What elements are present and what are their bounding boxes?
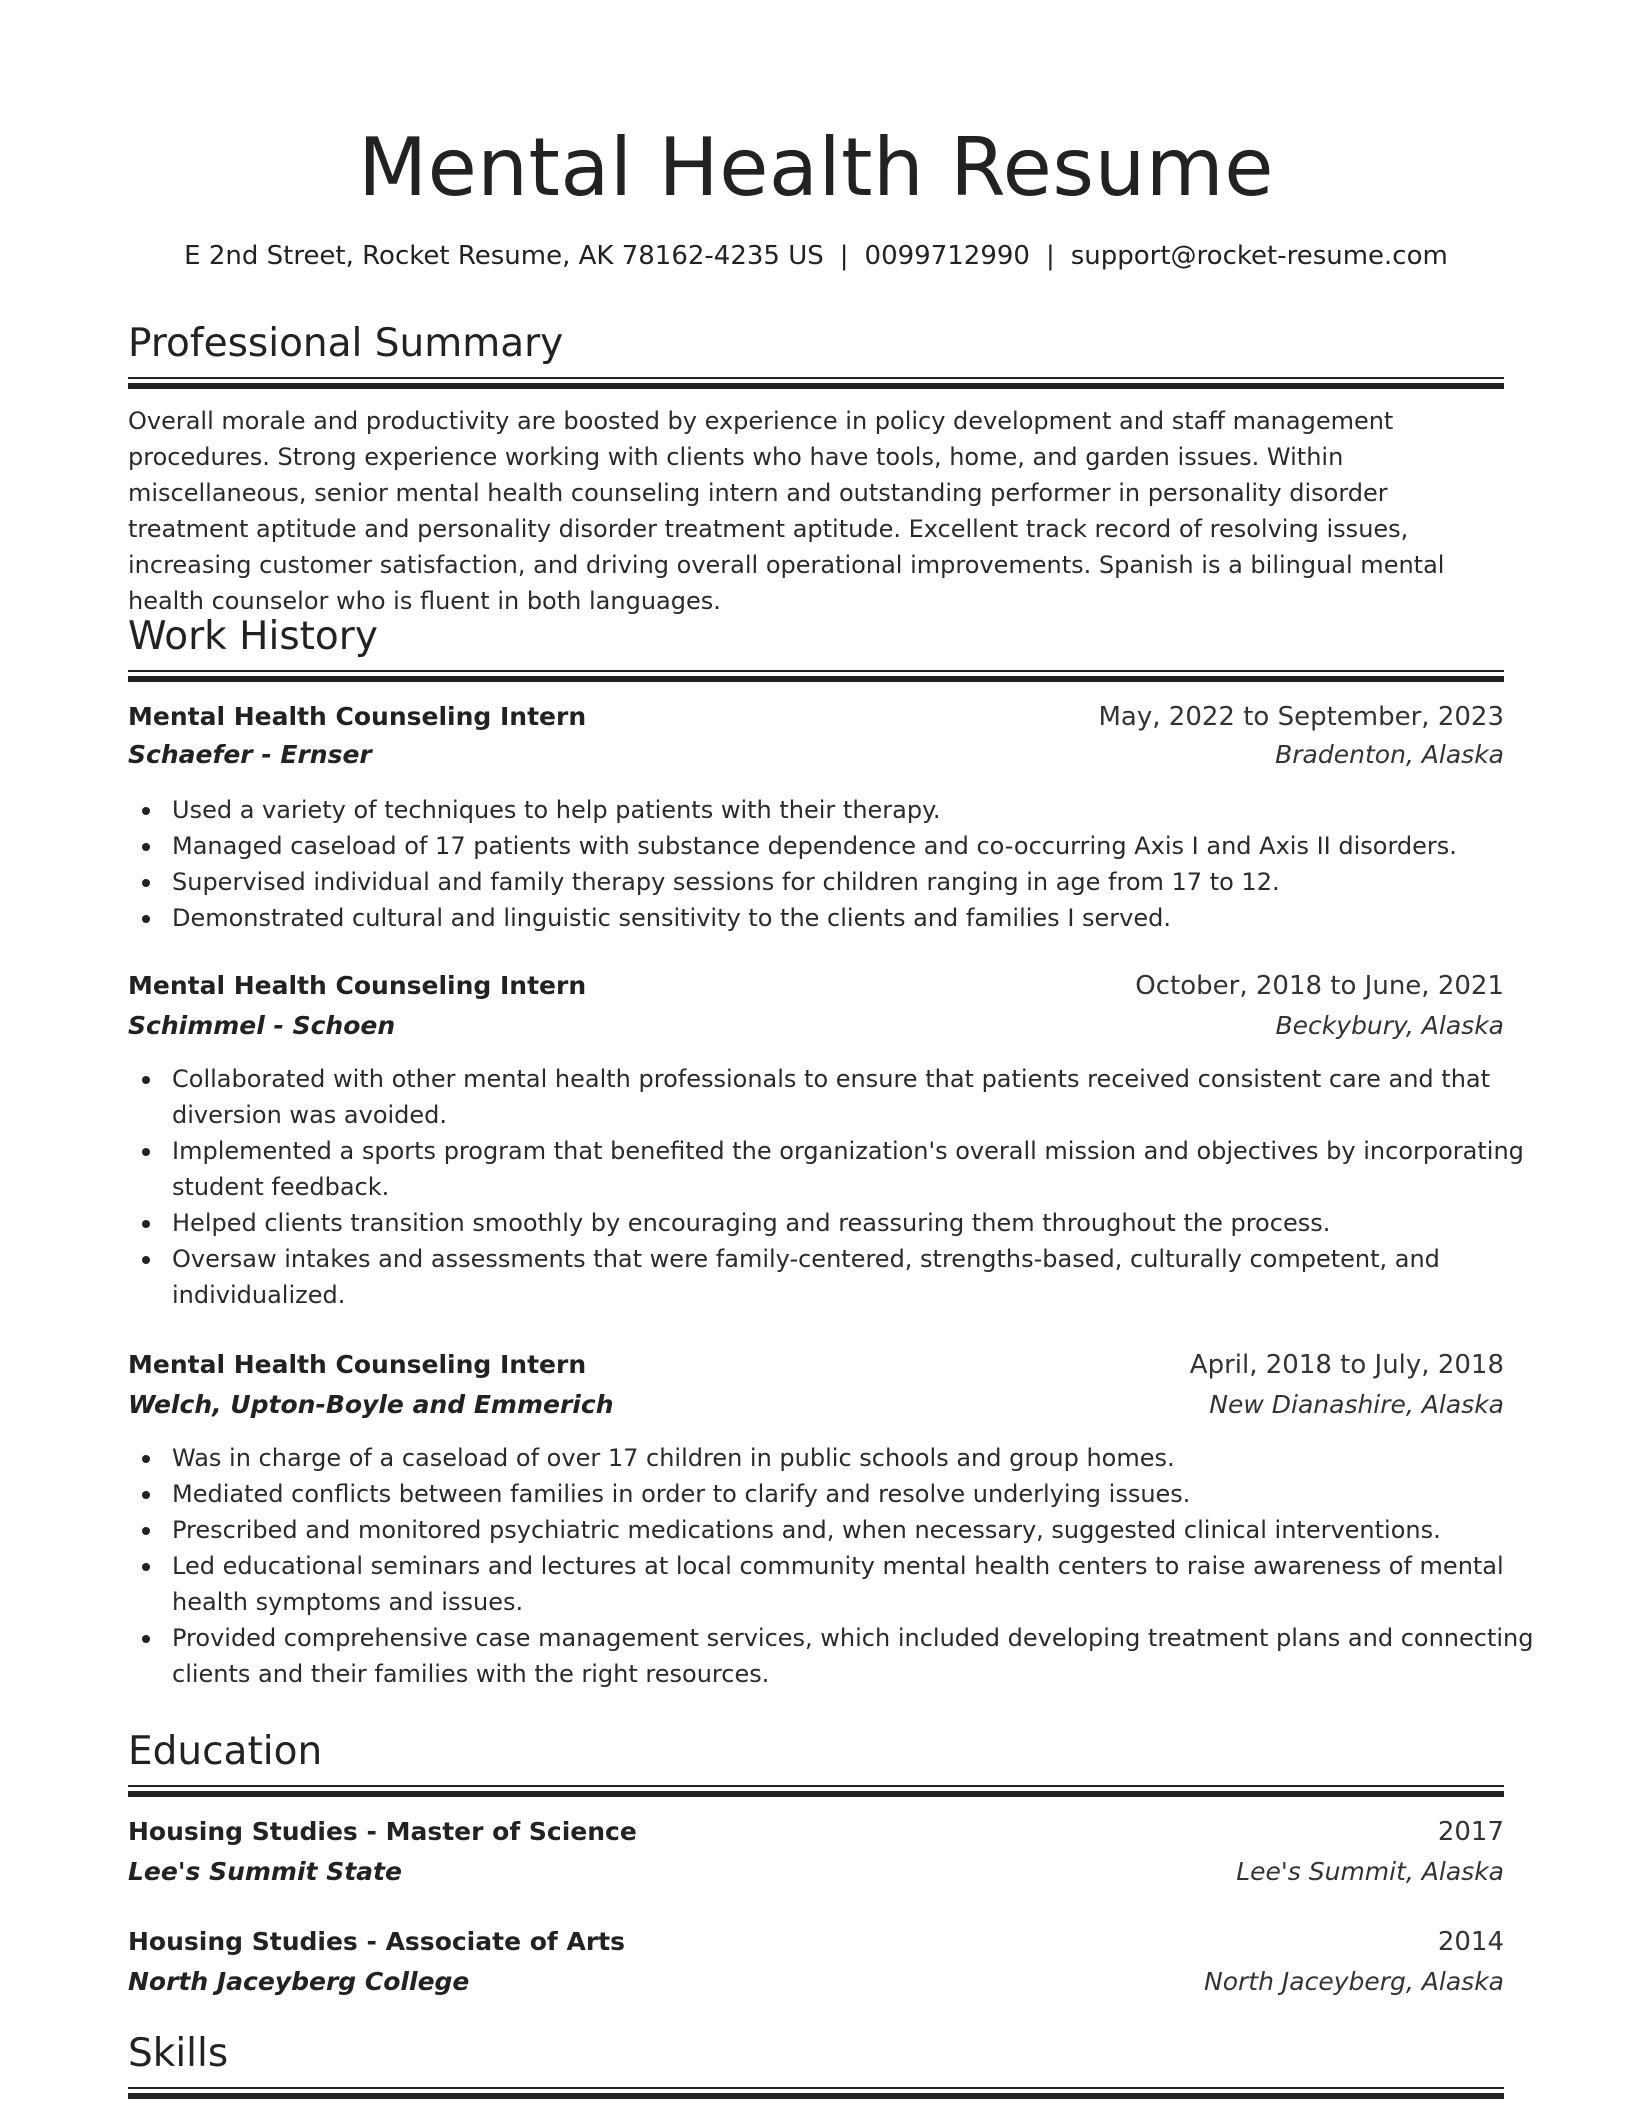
education-year: 2017 xyxy=(1437,1817,1504,1847)
list-item: Mediated conflicts between families in order to clarify and resolve underlying issues. xyxy=(172,1476,1548,1512)
section-divider xyxy=(128,2087,1504,2100)
job-dates: May, 2022 to September, 2023 xyxy=(1098,702,1504,732)
job-company: Welch, Upton-Boyle and Emmerich xyxy=(128,1390,614,1419)
education-header xyxy=(128,1922,1504,1962)
education-location: North Jaceyberg, Alaska xyxy=(1204,1967,1504,1996)
list-item: Implemented a sports program that benefited the organization's overall mission and objectives by incorporating student feedback. xyxy=(172,1133,1548,1205)
list-item: Demonstrated cultural and linguistic sensitivity to the clients and families I served. xyxy=(172,900,1548,936)
contact-email[interactable]: support@rocket-resume.com xyxy=(1070,241,1448,271)
job-dates: October, 2018 to June, 2021 xyxy=(1135,971,1504,1001)
section-title-skills: Skills xyxy=(128,2031,229,2076)
section-title-summary: Professional Summary xyxy=(128,321,564,366)
list-item: Helped clients transition smoothly by encouraging and reassuring them throughout the process. xyxy=(172,1205,1548,1241)
job-company: Schaefer - Ernser xyxy=(128,740,372,769)
section-divider xyxy=(128,1785,1504,1798)
job-role: Mental Health Counseling Intern xyxy=(128,1350,587,1379)
summary-text: Overall morale and productivity are boosted by experience in policy development and staff management procedures. Strong experience working with clients who have tools, home, and garden issues. Within miscellaneous, senior mental health counseling intern and outstanding performer in personality disorder treatment aptitude and personality disorder treatment aptitude. Excellent track record of resolving issues, increasing customer satisfaction, and driving overall operational improvements. Spanish is a bilingual mental health counselor who is fluent in both languages. xyxy=(128,407,1445,615)
list-item: Oversaw intakes and assessments that were family-centered, strengths-based, culturally competent, and individualized. xyxy=(172,1241,1548,1313)
job-subheader xyxy=(128,1385,1504,1425)
list-item: Prescribed and monitored psychiatric medications and, when necessary, suggested clinical interventions. xyxy=(172,1512,1548,1548)
job-location: New Dianashire, Alaska xyxy=(1209,1390,1504,1419)
education-header xyxy=(128,1812,1504,1852)
job-header xyxy=(128,697,1504,737)
education-subheader xyxy=(128,1962,1504,2002)
contact-separator: | xyxy=(839,241,849,271)
education-year: 2014 xyxy=(1437,1927,1504,1957)
job-bullets xyxy=(128,792,1548,936)
resume-title: Mental Health Resume xyxy=(358,121,1274,214)
job-role: Mental Health Counseling Intern xyxy=(128,702,587,731)
job-subheader xyxy=(128,1006,1504,1046)
list-item: Managed caseload of 17 patients with substance dependence and co-occurring Axis I and Axis II disorders. xyxy=(172,828,1548,864)
list-item: Led educational seminars and lectures at local community mental health centers to raise awareness of mental health symptoms and issues. xyxy=(172,1548,1548,1620)
job-company: Schimmel - Schoen xyxy=(128,1011,396,1040)
section-title-work-history: Work History xyxy=(128,614,378,659)
section-divider xyxy=(128,377,1504,390)
job-bullets xyxy=(128,1440,1548,1692)
contact-phone: 0099712990 xyxy=(864,241,1030,271)
education-degree: Housing Studies - Associate of Arts xyxy=(128,1927,625,1956)
contact-separator: | xyxy=(1045,241,1055,271)
education-subheader xyxy=(128,1852,1504,1892)
job-header xyxy=(128,966,1504,1006)
job-subheader xyxy=(128,735,1504,775)
list-item: Used a variety of techniques to help patients with their therapy. xyxy=(172,792,1548,828)
list-item: Provided comprehensive case management services, which included developing treatment plans and connecting clients and their families with the right resources. xyxy=(172,1620,1548,1692)
job-location: Bradenton, Alaska xyxy=(1275,740,1504,769)
job-bullets xyxy=(128,1061,1548,1313)
education-location: Lee's Summit, Alaska xyxy=(1236,1857,1504,1886)
section-title-education: Education xyxy=(128,1729,323,1774)
list-item: Supervised individual and family therapy sessions for children ranging in age from 17 to 12. xyxy=(172,864,1548,900)
section-divider xyxy=(128,670,1504,683)
job-header xyxy=(128,1345,1504,1385)
education-school: North Jaceyberg College xyxy=(128,1967,470,1996)
list-item: Collaborated with other mental health professionals to ensure that patients received consistent care and that diversion was avoided. xyxy=(172,1061,1548,1133)
contact-address: E 2nd Street, Rocket Resume, AK 78162-4235 US xyxy=(184,241,824,271)
education-school: Lee's Summit State xyxy=(128,1857,402,1886)
contact-line xyxy=(128,238,1504,274)
education-degree: Housing Studies - Master of Science xyxy=(128,1817,637,1846)
job-dates: April, 2018 to July, 2018 xyxy=(1189,1350,1504,1380)
list-item: Was in charge of a caseload of over 17 children in public schools and group homes. xyxy=(172,1440,1548,1476)
job-role: Mental Health Counseling Intern xyxy=(128,971,587,1000)
job-location: Beckybury, Alaska xyxy=(1275,1011,1504,1040)
